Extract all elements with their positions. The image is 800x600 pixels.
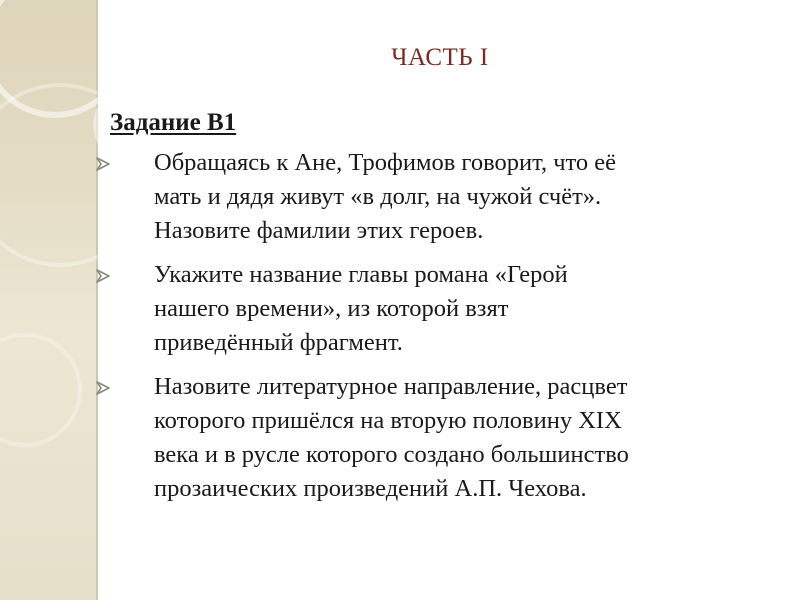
bullet-item-1: [110, 146, 770, 248]
bullet-line: мать и дядя живут «в долг, на чужой счёт».: [154, 183, 602, 210]
bullet-line: Обращаясь к Ане, Трофимов говорит, что её: [154, 149, 617, 176]
arrowhead-bullet-icon: [94, 370, 112, 404]
bullet-line: Укажите название главы романа «Герой: [154, 261, 568, 288]
bullet-line: которого пришёлся на вторую половину XIX: [154, 407, 622, 434]
bullet-list: [110, 146, 770, 506]
bullet-line: нашего времени», из которой взят: [154, 295, 509, 322]
bullet-line: века и в русле которого создано большинство: [154, 441, 629, 468]
arrowhead-bullet-icon: [94, 258, 112, 292]
slide-title: ЧАСТЬ I: [391, 44, 489, 71]
slide-content: [110, 106, 770, 516]
bullet-line: Назовите литературное направление, расцвет: [154, 373, 628, 400]
bullet-line: прозаических произведений А.П. Чехова.: [154, 475, 587, 502]
bullet-item-3: [110, 370, 770, 506]
task-heading: Задание В1: [110, 109, 237, 136]
bullet-item-2: [110, 258, 770, 360]
bullet-line: Назовите фамилии этих героев.: [154, 217, 484, 244]
bullet-line: приведённый фрагмент.: [154, 329, 403, 356]
arrowhead-bullet-icon: [94, 146, 112, 180]
